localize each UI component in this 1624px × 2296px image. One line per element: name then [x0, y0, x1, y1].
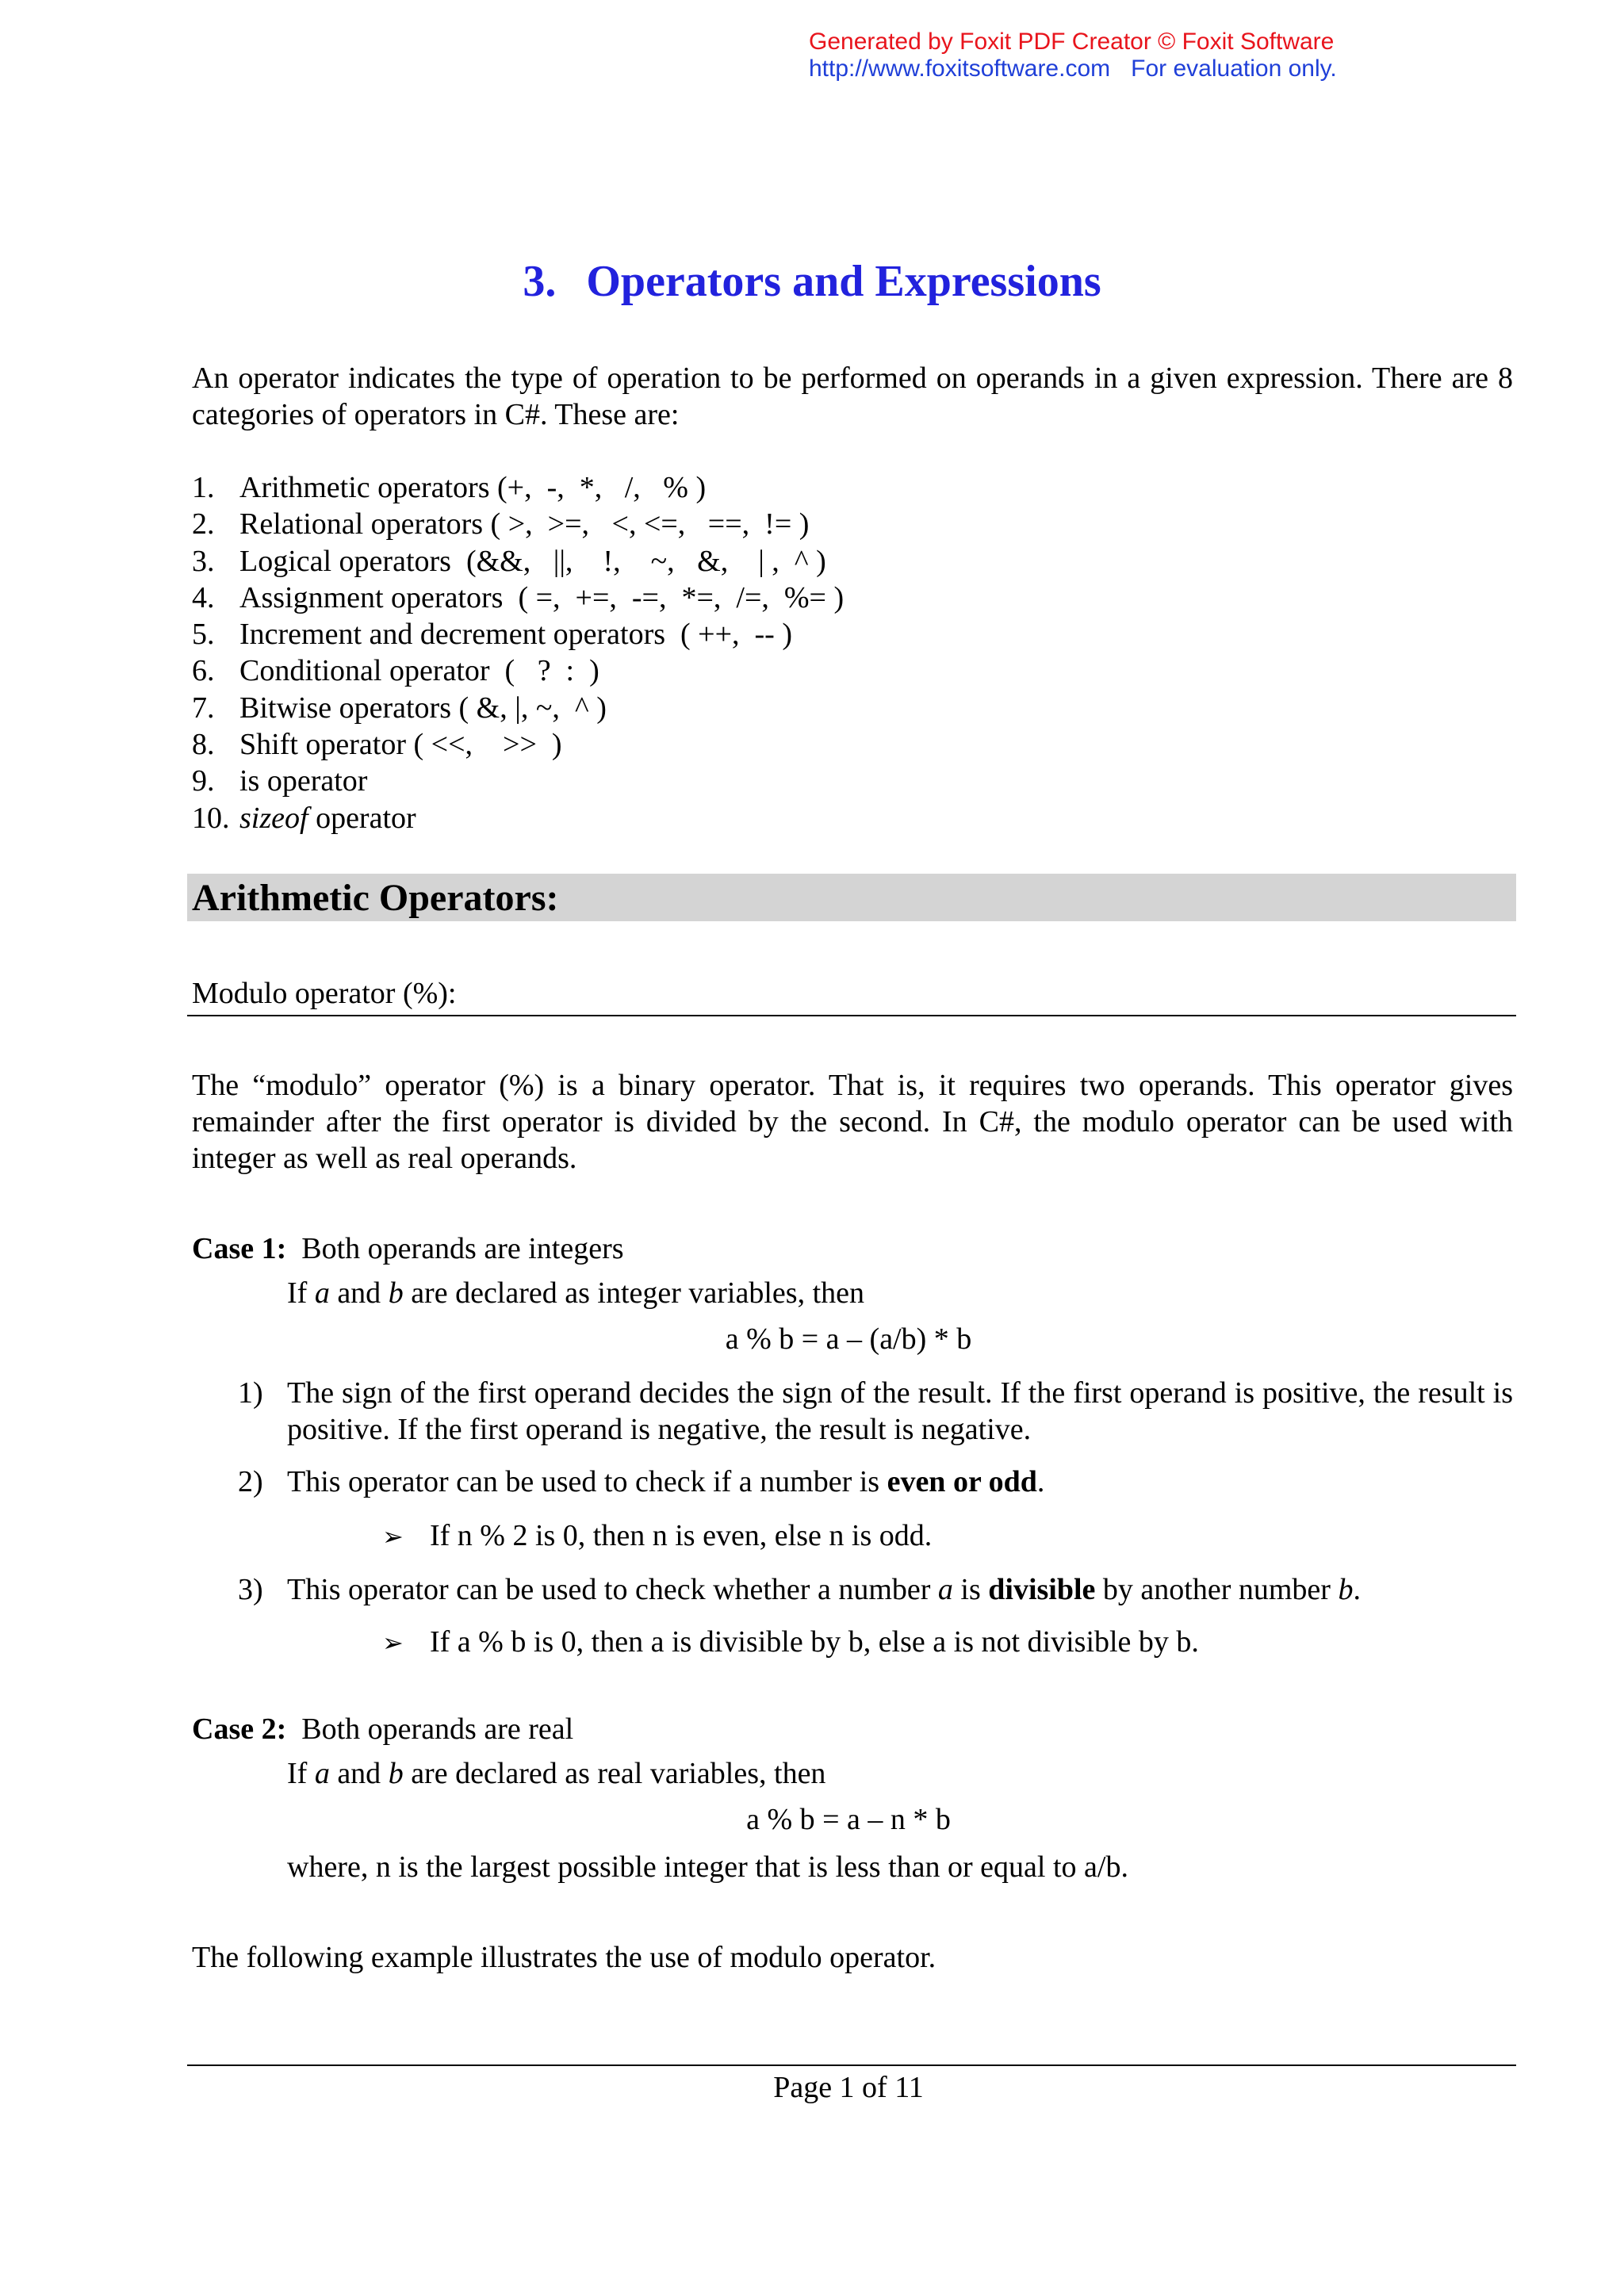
intro-paragraph: An operator indicates the type of operation to be performed on operands in a given expression. There are 8 categories of operators in C#. These are:	[192, 362, 1513, 431]
arrow-bullet-icon: ➢	[382, 1521, 404, 1552]
arrow-bullet-icon: ➢	[382, 1628, 404, 1658]
list-item: 2. Relational operators ( >, >=, <, <=, ==, != )	[192, 507, 810, 541]
operator-category-list	[192, 469, 844, 836]
bullet-even-odd: ➢ If n % 2 is 0, then n is even, else n is odd.	[382, 1517, 932, 1555]
page-number: Page 1 of 11	[773, 2071, 924, 2104]
watermark-line1: Generated by Foxit PDF Creator © Foxit Software	[809, 29, 1335, 55]
case1-equation: a % b = a – (a/b) * b	[725, 1322, 972, 1356]
case2-heading: Case 2: Both operands are real	[192, 1712, 574, 1746]
subheading: Modulo operator (%):	[192, 977, 457, 1010]
list-item: 2) This operator can be used to check if a number is even or odd.	[238, 1465, 1045, 1498]
example-intro: The following example illustrates the use of modulo operator.	[192, 1941, 936, 1974]
watermark-url[interactable]: http://www.foxitsoftware.com	[809, 55, 1111, 82]
chapter-title	[0, 254, 1624, 309]
modulo-description: The “modulo” operator (%) is a binary operator. That is, it requires two operands. This operator gives remainder after the first operator is divided by the second. In C#, the modulo operator can be used with integer as well as real operands.	[192, 1069, 1513, 1175]
case1-declaration: If a and b are declared as integer variables, then	[287, 1276, 864, 1310]
case2-declaration: If a and b are declared as real variables, then	[287, 1757, 826, 1790]
list-item: 9. is operator	[192, 764, 368, 798]
bullet-divisible: ➢ If a % b is 0, then a is divisible by b, else a is not divisible by b.	[382, 1624, 1199, 1661]
case2-where: where, n is the largest possible integer that is less than or equal to a/b.	[287, 1850, 1128, 1884]
watermark-line2	[809, 55, 1602, 82]
list-item: 1) The sign of the first operand decides the sign of the result. If the first operand is positive, the result is positive. If the first operand is negative, the result is negative.	[238, 1376, 1513, 1446]
list-item: 4. Assignment operators ( =, +=, -=, *=, /=, %= )	[192, 580, 845, 614]
watermark-note: For evaluation only.	[1131, 55, 1337, 82]
case1-heading: Case 1: Both operands are integers	[192, 1232, 624, 1265]
list-item: 5. Increment and decrement operators ( ++, -- )	[192, 618, 792, 652]
list-item: 8. Shift operator ( <<, >> )	[192, 728, 562, 762]
case2-equation: a % b = a – n * b	[746, 1803, 951, 1836]
list-item: 10. sizeof operator	[192, 801, 416, 835]
subheading-underline	[187, 1015, 1516, 1016]
section-heading: Arithmetic Operators:	[192, 877, 559, 919]
list-item: 1. Arithmetic operators (+, -, *, /, % )	[192, 471, 707, 504]
foxit-watermark	[809, 29, 1602, 82]
chapter-number: 3.	[523, 257, 557, 306]
list-item: 7. Bitwise operators ( &, |, ~, ^ )	[192, 691, 607, 725]
list-item: 6. Conditional operator ( ? : )	[192, 654, 599, 688]
chapter-title-text: Operators and Expressions	[586, 257, 1101, 306]
footer-rule	[187, 2064, 1516, 2066]
list-item: 3) This operator can be used to check whether a number a is divisible by another number b.	[238, 1573, 1361, 1606]
list-item: 3. Logical operators (&&, ||, !, ~, &, | , ^ )	[192, 544, 826, 578]
